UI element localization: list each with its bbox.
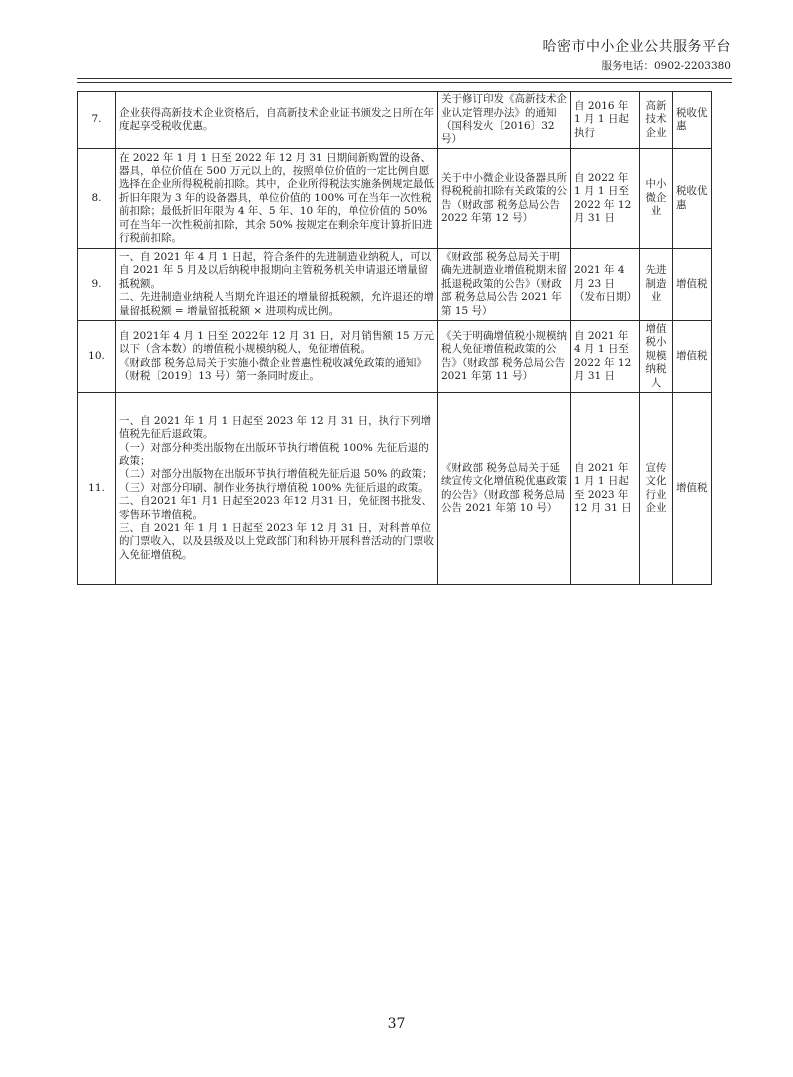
row-number: 11.	[78, 393, 116, 585]
content-paragraph: （三）对部分印刷、制作业务执行增值税 100% 先征后退的政策。	[119, 481, 429, 494]
policy-content	[116, 92, 438, 149]
content-paragraph: 三、自 2021 年 1 月 1 日起至 2023 年 12 月 31 日，对科普单位的门票收入，以及县级及以上党政部门和科协开展科普活动的门票收入免征增值税。	[119, 522, 434, 561]
policy-basis: 《关于明确增值税小规模纳税人免征增值税政策的公告》（财政部 税务总局公告 2021 年第 11 号）	[438, 321, 571, 393]
policy-type: 增值税	[673, 249, 712, 321]
policy-basis: 《财政部 税务总局关于明确先进制造业增值税期末留抵退税政策的公告》（财政部 税务总局公告 2021 年第 15 号）	[438, 249, 571, 321]
policy-period: 自 2016 年 1 月 1 日起执行	[571, 92, 640, 149]
table-row	[78, 249, 712, 321]
table-row	[78, 321, 712, 393]
org-name: 哈密市中小企业公共服务平台	[542, 39, 731, 55]
header-rule-bottom	[77, 82, 732, 83]
policy-period: 2021 年 4 月 23 日（发布日期）	[571, 249, 640, 321]
content-paragraph: 企业获得高新技术企业资格后，自高新技术企业证书颁发之日所在年度起享受税收优惠。	[119, 106, 434, 132]
policy-content	[116, 249, 438, 321]
row-number: 8.	[78, 149, 116, 249]
policy-subject: 先进制造业	[640, 249, 673, 321]
content-paragraph: 二、先进制造业纳税人当期允许退还的增量留抵税额，允许退还的增量留抵税额 = 增量留抵税额 × 进项构成比例。	[119, 291, 434, 317]
policy-subject: 中小微企业	[640, 149, 673, 249]
policy-period: 自 2021 年 4 月 1 日至 2022 年 12 月 31 日	[571, 321, 640, 393]
policy-subject: 宣传文化行业企业	[640, 393, 673, 585]
content-paragraph: 自 2021年 4 月 1 日至 2022年 12 月 31 日，对月销售额 15 万元以下（含本数）的增值税小规模纳税人，免征增值税。	[119, 329, 434, 356]
content-paragraph: （二）对部分出版物在出版环节执行增值税先征后退 50% 的政策；	[119, 468, 433, 481]
content-paragraph: （一）对部分种类出版物在出版环节执行增值税 100% 先征后退的政策；	[119, 441, 429, 467]
content-paragraph: 二、自2021 年1 月1 日起至2023 年12 月31 日，免征图书批发、零售环节增值税。	[119, 495, 433, 521]
row-number: 10.	[78, 321, 116, 393]
content-paragraph: 《财政部 税务总局关于实施小微企业普惠性税收减免政策的通知》（财税〔2019〕13 号）第一条同时废止。	[119, 356, 427, 382]
row-number: 7.	[78, 92, 116, 149]
page-number: 37	[387, 1016, 406, 1032]
policy-subject: 高新技术企业	[640, 92, 673, 149]
policy-subject: 增值税小规模纳税人	[640, 321, 673, 393]
row-number: 9.	[78, 249, 116, 321]
header-rule-top	[77, 78, 732, 79]
service-phone: 服务电话：0902-2203380	[601, 60, 731, 72]
policy-type: 增值税	[673, 321, 712, 393]
policy-basis: 关于修订印发《高新技术企业认定管理办法》的通知（国科发火〔2016〕32 号）	[438, 92, 571, 149]
page-header	[543, 38, 732, 73]
content-paragraph: 一、自 2021 年 4 月 1 日起，符合条件的先进制造业纳税人，可以自 2021 年 5 月及以后纳税申报期向主管税务机关申请退还增量留抵税额。	[119, 250, 432, 290]
table-row	[78, 92, 712, 149]
policy-type: 税收优惠	[673, 92, 712, 149]
content-paragraph: 在 2022 年 1 月 1 日至 2022 年 12 月 31 日期间新购置的设备、器具，单位价值在 500 万元以上的，按照单位价值的一定比例自愿选择在企业所得税税前扣除。其中，企业所得税法实施条例规定最低折旧年限为 3 年的设备器具，单位价值的 100% 可在当年一次性税前扣除；最低折旧年限为 4 年、5 年、10 年的，单位价值的 50% 可在当年一次性税前扣除，其余 50% 按规定在剩余年度计算折旧进行税前扣除。	[119, 151, 434, 245]
policy-period: 自 2021 年 1 月 1 日起至 2023 年 12 月 31 日	[571, 393, 640, 585]
policy-table	[77, 91, 712, 585]
policy-basis: 《财政部 税务总局关于延续宣传文化增值税优惠政策的公告》（财政部 税务总局公告 2021 年第 10 号）	[438, 393, 571, 585]
policy-type: 增值税	[673, 393, 712, 585]
policy-basis: 关于中小微企业设备器具所得税税前扣除有关政策的公告（财政部 税务总局公告 2022 年第 12 号）	[438, 149, 571, 249]
table-row	[78, 393, 712, 585]
policy-content	[116, 393, 438, 585]
policy-content	[116, 149, 438, 249]
table-row	[78, 149, 712, 249]
policy-period: 自 2022 年 1 月 1 日至 2022 年 12 月 31 日	[571, 149, 640, 249]
policy-type: 税收优惠	[673, 149, 712, 249]
content-paragraph: 一、自 2021 年 1 月 1 日起至 2023 年 12 月 31 日，执行下列增值税先征后退政策。	[119, 414, 432, 441]
policy-content	[116, 321, 438, 393]
